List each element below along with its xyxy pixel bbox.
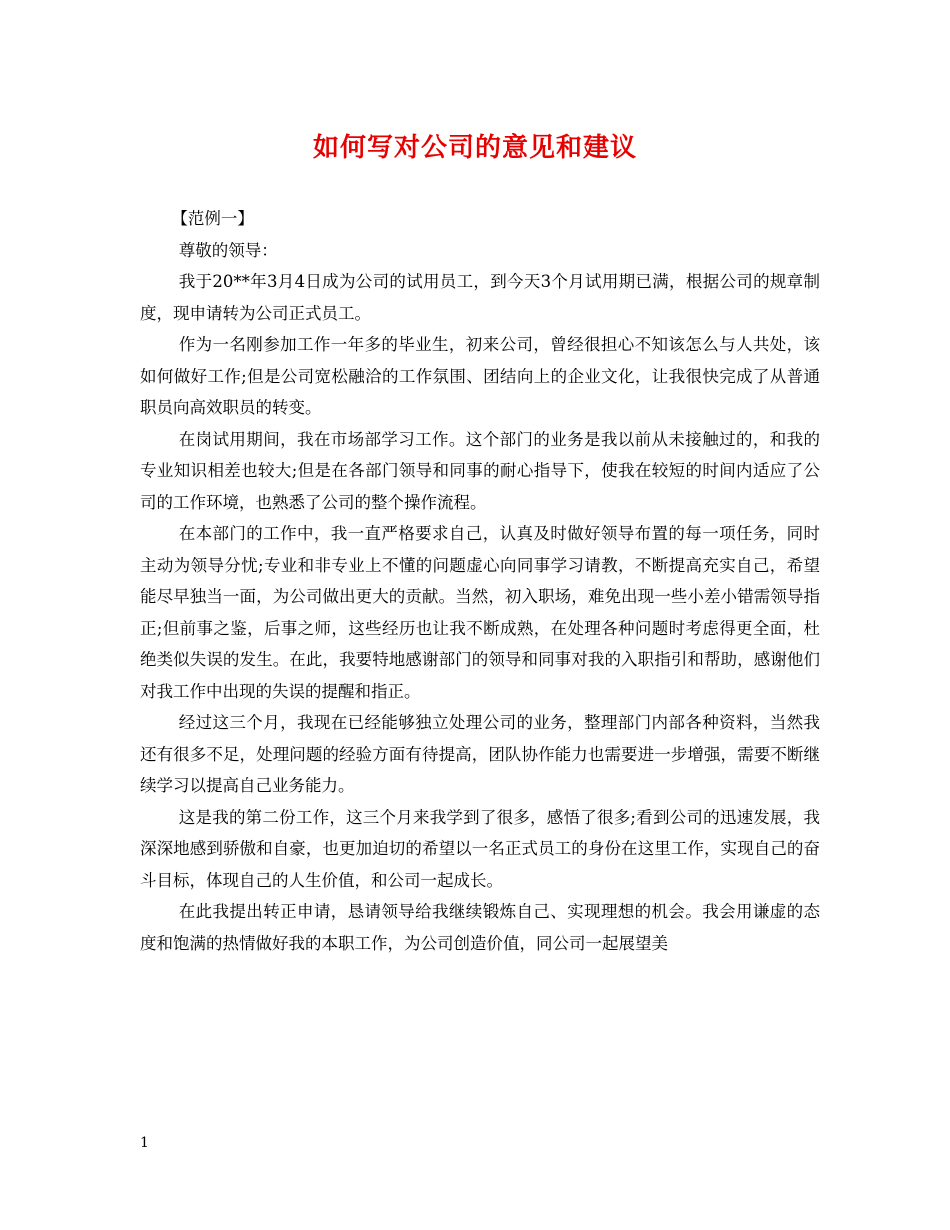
page-number: 1	[140, 1135, 149, 1151]
body-paragraph: 在此我提出转正申请，恳请领导给我继续锻炼自己、实现理想的机会。我会用谦虚的态度和饱满的热情做好我的本职工作，为公司创造价值，同公司一起展望美	[140, 902, 820, 953]
body-paragraph: 在岗试用期间，我在市场部学习工作。这个部门的业务是我以前从未接触过的，和我的专业知识相差也较大;但是在各部门领导和同事的耐心指导下，使我在较短的时间内适应了公司的工作环境，也熟悉了公司的整个操作流程。	[140, 429, 820, 512]
salutation: 尊敬的领导：	[178, 240, 278, 260]
body-paragraph: 在本部门的工作中，我一直严格要求自己，认真及时做好领导布置的每一项任务，同时主动为领导分忧;专业和非专业上不懂的问题虚心向同事学习请教，不断提高充实自己，希望能尽早独当一面，为公司做出更大的贡献。当然，初入职场，难免出现一些小差小错需领导指正;但前事之鉴，后事之师，这些经历也让我不断成熟，在处理各种问题时考虑得更全面，杜绝类似失误的发生。在此，我要特地感谢部门的领导和同事对我的入职指引和帮助，感谢他们对我工作中出现的失误的提醒和指正。	[140, 524, 820, 701]
body-paragraph: 我于20**年3月4日成为公司的试用员工，到今天3个月试用期已满，根据公司的规章制度，现申请转为公司正式员工。	[140, 272, 820, 323]
example-label: 【范例一】	[171, 209, 254, 228]
body-paragraph: 作为一名刚参加工作一年多的毕业生，初来公司，曾经很担心不知该怎么与人共处，该如何做好工作;但是公司宽松融洽的工作氛围、团结向上的企业文化，让我很快完成了从普通职员向高效职员的转变。	[140, 335, 820, 417]
document-body	[140, 203, 820, 959]
body-paragraph: 经过这三个月，我现在已经能够独立处理公司的业务，整理部门内部各种资料，当然我还有很多不足，处理问题的经验方面有待提高，团队协作能力也需要进一步增强，需要不断继续学习以提高自己业务能力。	[140, 713, 820, 795]
document-title: 如何写对公司的意见和建议	[312, 133, 637, 163]
body-paragraph: 这是我的第二份工作，这三个月来我学到了很多，感悟了很多;看到公司的迅速发展，我深深地感到骄傲和自豪，也更加迫切的希望以一名正式员工的身份在这里工作，实现自己的奋斗目标，体现自己的人生价值，和公司一起成长。	[140, 807, 820, 890]
